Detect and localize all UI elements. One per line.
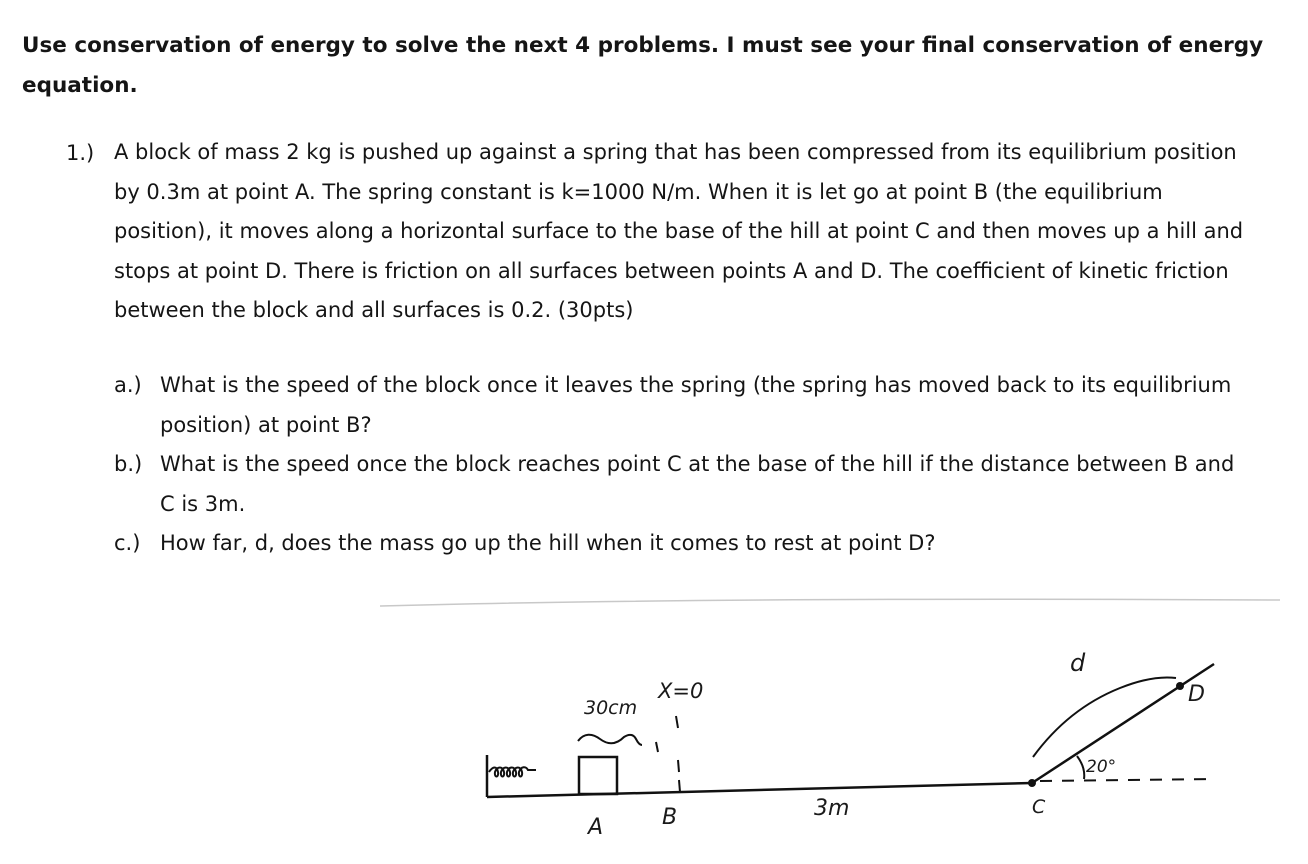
compression-label: 30cm (584, 697, 638, 719)
scan-separator-line (380, 599, 1280, 606)
horizontal-reference-line (1040, 779, 1212, 781)
spring-icon (489, 767, 536, 776)
block-icon (579, 757, 617, 794)
problem-statement: A block of mass 2 kg is pushed up against a spring that has been compressed from its equilibrium position by 0.3m at point A. The spring constant is k=1000 N/m. When it is let go at point B (the equilibrium position), it moves along a horizontal surface to the base of the hill at point C and then moves up a hill and stops at point D. There is friction on all surfaces between points A and D. The coefficient of kinetic friction between the block and all surfaces is 0.2. (30pts) (114, 140, 1244, 322)
slope-distance-label: d (1070, 649, 1086, 677)
point-d-label: D (1188, 682, 1205, 707)
point-c-label: C (1032, 796, 1046, 818)
problem-number: 1.) (66, 141, 95, 165)
part-b-letter: b.) (114, 452, 143, 476)
point-c-dot (1028, 779, 1036, 787)
part-c-letter: c.) (114, 531, 141, 555)
bracket-tick (656, 742, 658, 752)
origin-label: X=0 (658, 679, 704, 703)
equilibrium-marker (676, 716, 680, 792)
point-b-label: B (662, 805, 678, 830)
angle-label: 20° (1086, 757, 1117, 777)
instructions-heading: Use conservation of energy to solve the next 4 problems. I must see your final conservation of energy equation. (22, 33, 1264, 98)
ground-line (487, 783, 1032, 797)
part-a-letter: a.) (114, 373, 142, 397)
compression-bracket (578, 735, 642, 745)
slope-distance-bracket (1033, 677, 1176, 757)
point-a-label: A (588, 815, 604, 840)
distance-label: 3m (814, 796, 850, 821)
part-a-question: What is the speed of the block once it leaves the spring (the spring has moved back to its equilibrium position) at point B? (160, 373, 1232, 437)
hill-incline-line (1032, 664, 1214, 783)
angle-arc (1077, 756, 1084, 779)
part-c-question: How far, d, does the mass go up the hill when it comes to rest at point D? (160, 531, 936, 555)
point-d-dot (1176, 682, 1184, 690)
part-b-question: What is the speed once the block reaches point C at the base of the hill if the distance between B and C is 3m. (160, 452, 1235, 516)
